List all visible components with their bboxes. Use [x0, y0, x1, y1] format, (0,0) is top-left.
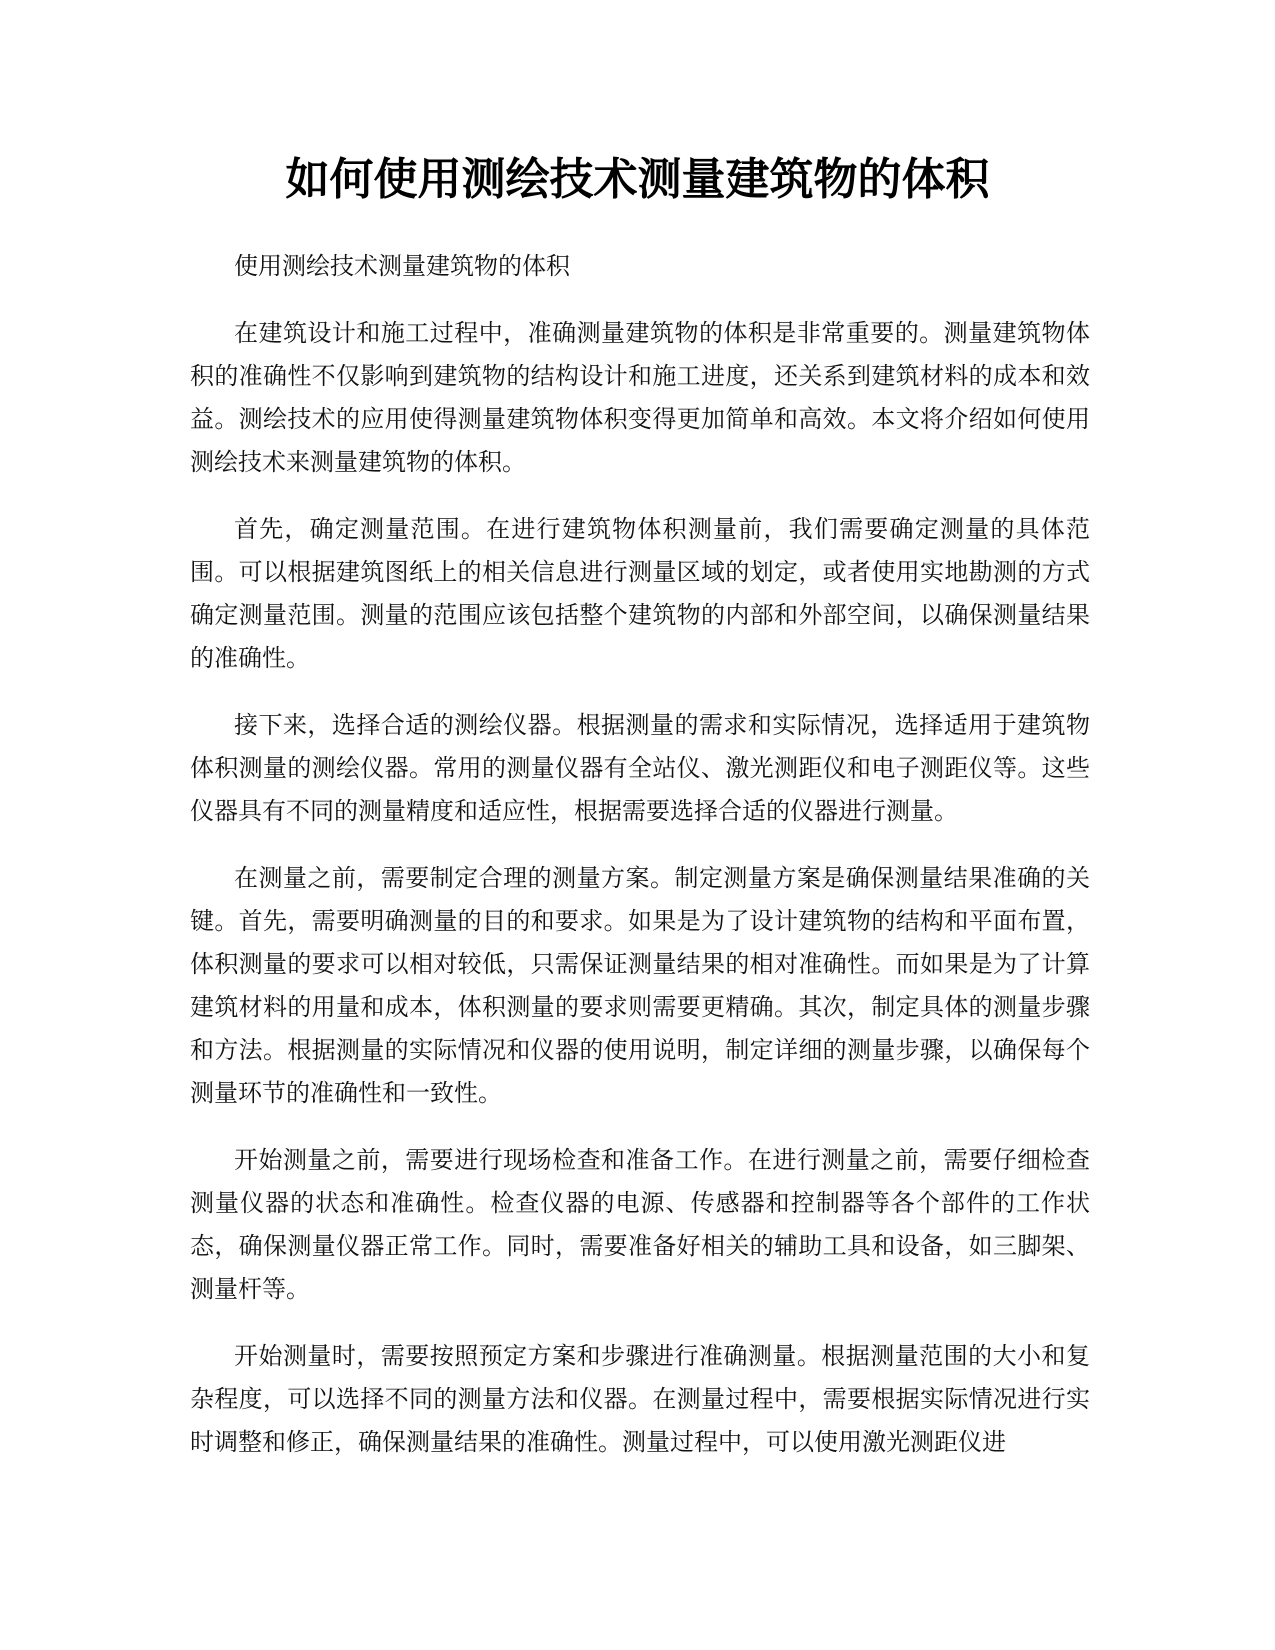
document-title: 如何使用测绘技术测量建筑物的体积 [285, 154, 990, 205]
document-subtitle: 使用测绘技术测量建筑物的体积 [234, 252, 570, 280]
paragraph-6: 开始测量时，需要按照预定方案和步骤进行准确测量。根据测量范围的大小和复杂程度，可以选择不同的测量方法和仪器。在测量过程中，需要根据实际情况进行实时调整和修正，确保测量结果的准确性。测量过程中，可以使用激光测距仪进 [190, 1342, 1090, 1456]
paragraph-5: 开始测量之前，需要进行现场检查和准备工作。在进行测量之前，需要仔细检查测量仪器的状态和准确性。检查仪器的电源、传感器和控制器等各个部件的工作状态，确保测量仪器正常工作。同时，需要准备好相关的辅助工具和设备，如三脚架、测量杆等。 [190, 1146, 1090, 1303]
paragraph-1: 在建筑设计和施工过程中，准确测量建筑物的体积是非常重要的。测量建筑物体积的准确性不仅影响到建筑物的结构设计和施工进度，还关系到建筑材料的成本和效益。测绘技术的应用使得测量建筑物体积变得更加简单和高效。本文将介绍如何使用测绘技术来测量建筑物的体积。 [190, 319, 1090, 476]
paragraph-4: 在测量之前，需要制定合理的测量方案。制定测量方案是确保测量结果准确的关键。首先，需要明确测量的目的和要求。如果是为了设计建筑物的结构和平面布置，体积测量的要求可以相对较低，只需保证测量结果的相对准确性。而如果是为了计算建筑材料的用量和成本，体积测量的要求则需要更精确。其次，制定具体的测量步骤和方法。根据测量的实际情况和仪器的使用说明，制定详细的测量步骤，以确保每个测量环节的准确性和一致性。 [190, 864, 1090, 1107]
document-body [190, 245, 1090, 1488]
paragraph-2: 首先，确定测量范围。在进行建筑物体积测量前，我们需要确定测量的具体范围。可以根据建筑图纸上的相关信息进行测量区域的划定，或者使用实地勘测的方式确定测量范围。测量的范围应该包括整个建筑物的内部和外部空间，以确保测量结果的准确性。 [190, 515, 1090, 672]
paragraph-3: 接下来，选择合适的测绘仪器。根据测量的需求和实际情况，选择适用于建筑物体积测量的测绘仪器。常用的测量仪器有全站仪、激光测距仪和电子测距仪等。这些仪器具有不同的测量精度和适应性，根据需要选择合适的仪器进行测量。 [190, 711, 1090, 825]
